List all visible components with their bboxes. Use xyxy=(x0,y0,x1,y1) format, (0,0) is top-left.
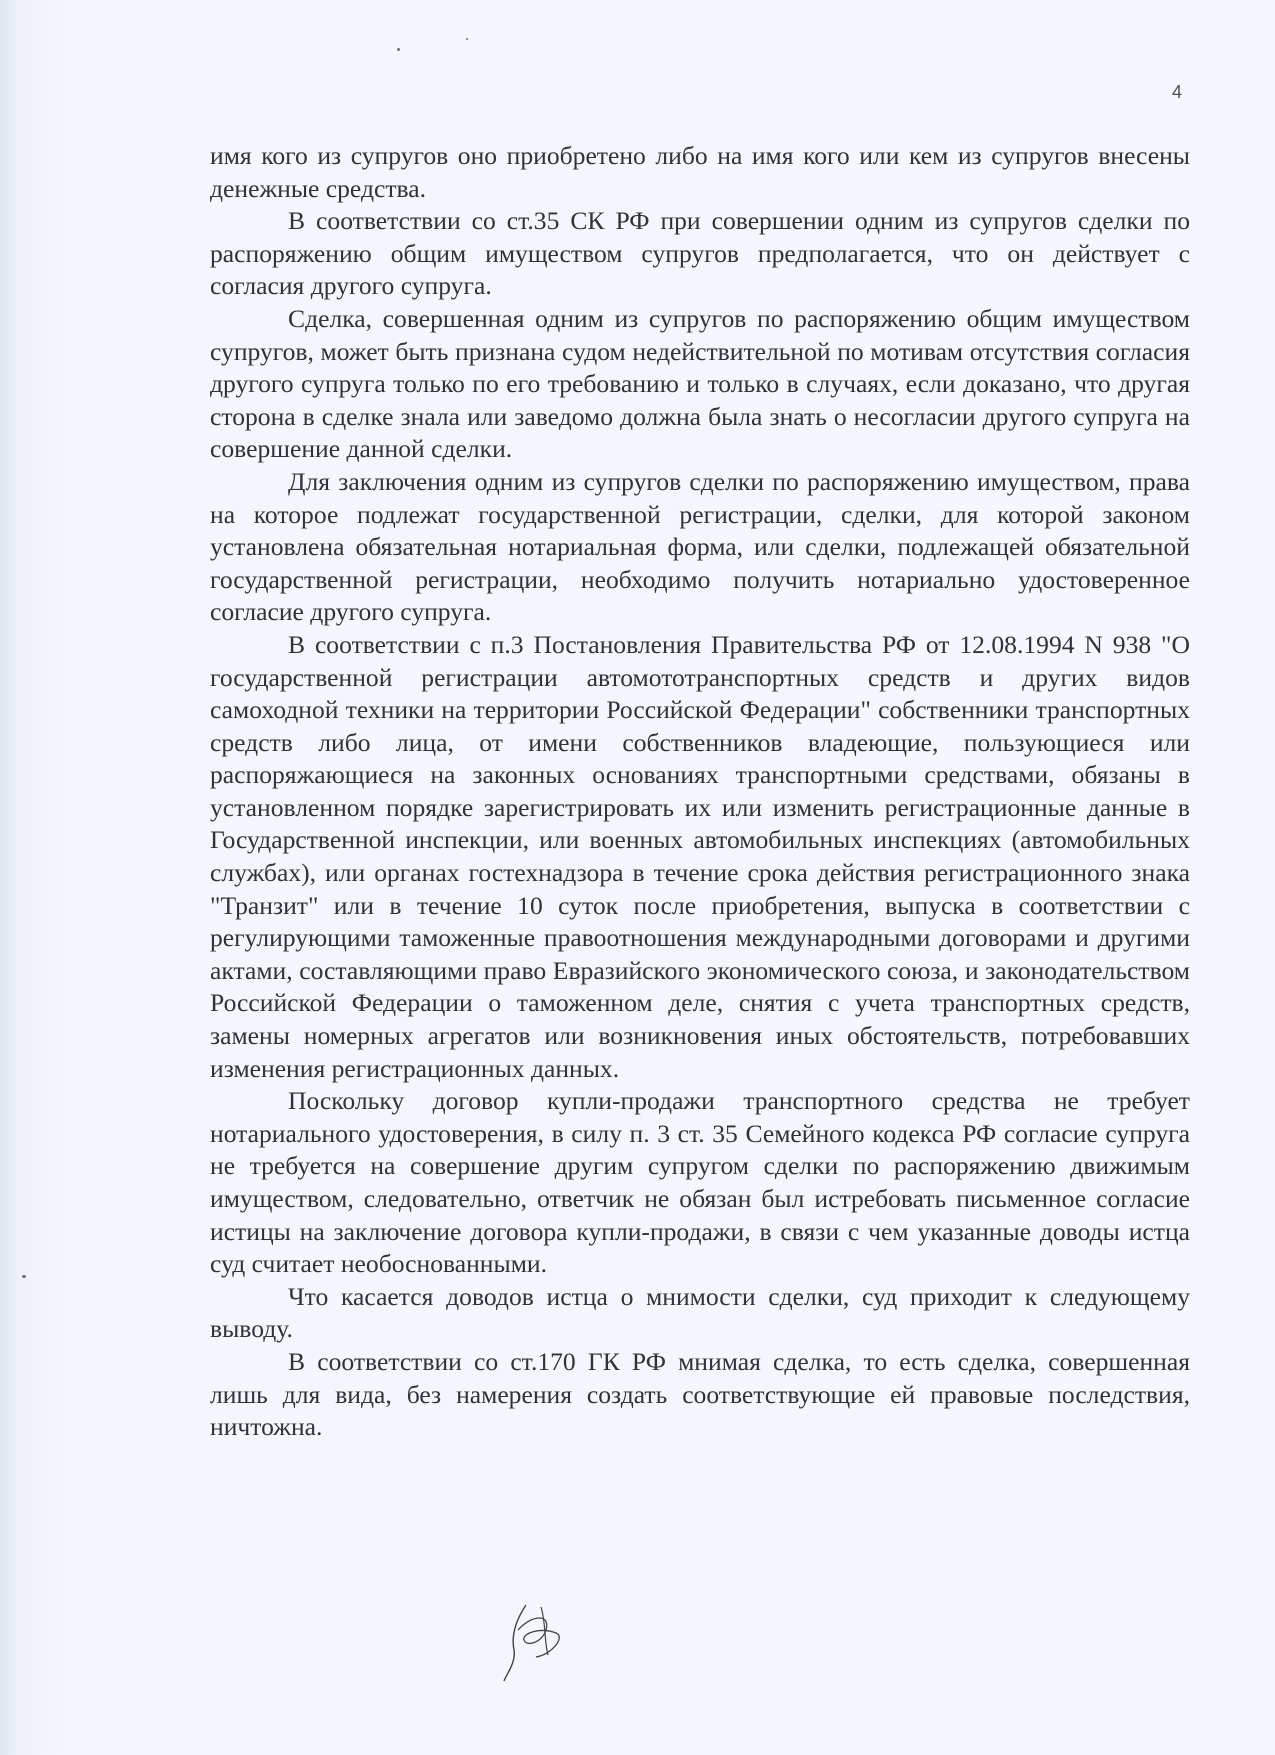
signature-mark xyxy=(496,1595,586,1685)
document-body xyxy=(210,140,1190,1444)
paragraph: Что касается доводов истца о мнимости сделки, суд приходит к следующему выводу. xyxy=(210,1281,1190,1344)
paragraph: В соответствии с п.3 Постановления Правительства РФ от 12.08.1994 N 938 "О государственной регистрации автомототранспортных средств и других видов самоходной техники на территории Российской Федерации" собственники транспортных средств либо лица, от имени собственников владеющие, пользующиеся или распоряжающиеся на законных основаниях транспортными средствами, обязаны в установленном порядке зарегистрировать их или изменить регистрационные данные в Государственной инспекции, или военных автомобильных инспекциях (автомобильных службах), или органах гостехнадзора в течение срока действия регистрационного знака "Транзит" или в течение 10 суток после приобретения, выпуска в соответствии с регулирующими таможенные правоотношения международными договорами и другими актами, составляющими право Евразийского экономического союза, и законодательством Российской Федерации о таможенном деле, снятия с учета транспортных средств, замены номерных агрегатов или возникновения иных обстоятельств, потребовавших изменения регистрационных данных. xyxy=(210,629,1190,1083)
paragraph: Для заключения одним из супругов сделки по распоряжению имуществом, права на которое подлежат государственной регистрации, сделки, для которой законом установлена обязательная нотариальная форма, или сделки, подлежащей обязательной государственной регистрации, необходимо получить нотариально удостоверенное согласие другого супруга. xyxy=(210,466,1190,627)
paragraph: В соответствии со ст.35 СК РФ при совершении одним из супругов сделки по распоряжению общим имуществом супругов предполагается, что он действует с согласия другого супруга. xyxy=(210,206,1190,301)
paragraph: В соответствии со ст.170 ГК РФ мнимая сделка, то есть сделка, совершенная лишь для вида, без намерения создать соответствующие ей правовые последствия, ничтожна. xyxy=(210,1346,1190,1442)
paragraph: имя кого из супругов оно приобретено либо на имя кого или кем из супругов внесены денежные средства. xyxy=(210,141,1190,203)
paragraph: Поскольку договор купли-продажи транспортного средства не требует нотариального удостоверения, в силу п. 3 ст. 35 Семейного кодекса РФ согласие супруга не требуется на совершение другим супругом сделки по распоряжению движимым имуществом, следовательно, ответчик не обязан был истребовать письменное согласие истицы на заключение договора купли-продажи, в связи с чем указанные доводы истца суд считает необоснованными. xyxy=(210,1086,1190,1279)
scan-speck xyxy=(22,1275,26,1278)
paragraph: Сделка, совершенная одним из супругов по распоряжению общим имуществом супругов, может быть признана судом недействительной по мотивам отсутствия согласия другого супруга только по его требованию и только в случаях, если доказано, что другая сторона в сделке знала или заведомо должна была знать о несогласии другого супруга на совершение данной сделки. xyxy=(210,303,1190,464)
page-number: 4 xyxy=(1172,82,1183,102)
scan-speck xyxy=(466,38,468,40)
scan-speck xyxy=(397,48,400,51)
